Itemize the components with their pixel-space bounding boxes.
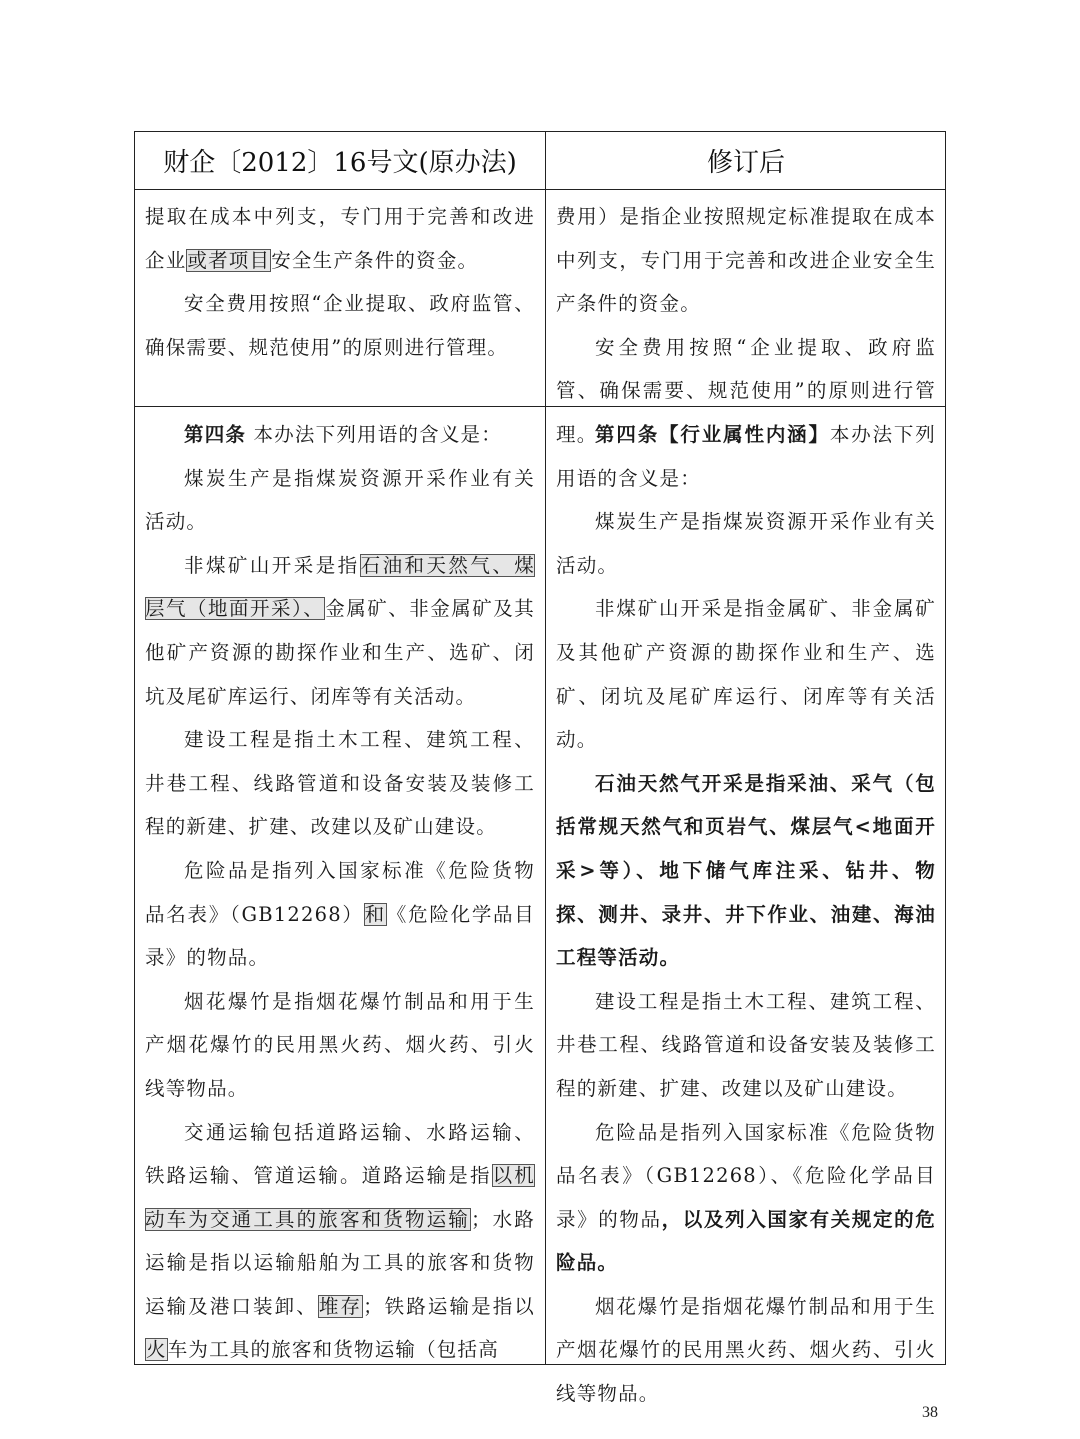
revised-petroleum-definition: 石油天然气开采是指采油、采气（包括常规天然气和页岩气、煤层气<地面开采>等）、地下储气库注采、钻井、物探、测井、录井、井下作业、油建、海油工程等活动。 [556, 771, 936, 970]
article-number: 第四条 [184, 423, 247, 446]
text-segment: 金属矿、非金属矿及其他矿产资源的勘探作业和生产、选矿、闭坑及尾矿库运行、闭库等有关活动。 [145, 597, 535, 708]
row1-revised-paragraph-2: 安全费用按照“企业提取、政府监管、确保需要、规范使用”的原则进行管理。 [556, 335, 936, 446]
original-noncoal-definition [145, 544, 535, 718]
text-segment: 安全生产条件的资金。 [271, 248, 479, 272]
revised-noncoal-definition: 非煤矿山开采是指金属矿、非金属矿及其他矿产资源的勘探作业和生产、选矿、闭坑及尾矿库运行、闭库等有关活动。 [556, 597, 936, 752]
text-segment: 提取在成本中列支，专门用于完善和改进企业 [145, 205, 535, 272]
article-number: 第四条【行业属性内涵】 [595, 423, 830, 446]
text-segment: 交通运输包括道路运输、水路运输、铁路运输、管道运输。道路运输是指 [145, 1120, 535, 1188]
revised-fireworks-definition: 烟花爆竹是指烟花爆竹制品和用于生产烟花爆竹的民用黑火药、烟火药、引火线等物品。 [556, 1294, 936, 1406]
original-fireworks-definition: 烟花爆竹是指烟花爆竹制品和用于生产烟花爆竹的民用黑火药、烟火药、引火线等物品。 [145, 989, 535, 1100]
row1-original-paragraph-2: 安全费用按照“企业提取、政府监管、确保需要、规范使用”的原则进行管理。 [145, 292, 535, 359]
row1-original-paragraph-1 [145, 195, 535, 282]
original-hazard-definition [145, 849, 535, 980]
row2-original-cell [135, 413, 545, 1363]
text-segment: 非煤矿山开采是指 [184, 553, 360, 577]
highlighted-deleted-text: 或者项目 [187, 248, 271, 272]
original-transport-definition [145, 1111, 535, 1373]
revised-hazard-definition [556, 1111, 936, 1285]
row1-original-cell [135, 195, 545, 405]
revised-coal-definition: 煤炭生产是指煤炭资源开采作业有关活动。 [556, 510, 936, 577]
text-segment: 本办法下列用语的含义是： [253, 423, 502, 446]
highlighted-deleted-text: 石油和天然气、煤层气（地面开采）、 [145, 553, 535, 621]
text-segment: ；铁路运输是指以 [363, 1294, 535, 1318]
article-4-revised-title [556, 413, 936, 500]
comparison-table [134, 131, 946, 1406]
text-segment: 危险品是指列入国家标准《危险货物品名表》（GB12268）、《危险化学品目录》的物品 [556, 1120, 936, 1231]
text-segment: 车为工具的旅客和货物运输（包括高 [167, 1338, 499, 1362]
header-divider [135, 189, 945, 190]
article-4-original-title [145, 413, 535, 457]
highlighted-deleted-text: 和 [364, 902, 386, 926]
header-original: 财企〔2012〕16号文(原办法) [163, 148, 517, 178]
highlighted-deleted-text: 堆存 [318, 1294, 363, 1318]
original-coal-definition: 煤炭生产是指煤炭资源开采作业有关活动。 [145, 466, 535, 534]
header-revised: 修订后 [706, 148, 785, 178]
text-segment: ；水路运输是指以运输船舶为工具的旅客和货物运输及港口装卸、 [145, 1207, 535, 1318]
highlighted-deleted-text: 以机动车为交通工具的旅客和货物运输 [145, 1164, 536, 1231]
text-segment: 《危险化学品目录》的物品。 [145, 902, 535, 970]
row2-revised-cell [546, 413, 946, 1406]
page-number: 38 [922, 1404, 938, 1421]
original-construction-definition: 建设工程是指土木工程、建筑工程、井巷工程、线路管道和设备安装及装修工程的新建、扩建、改建以及矿山建设。 [145, 728, 535, 839]
row1-revised-paragraph-1: 费用）是指企业按照规定标准提取在成本中列支，专门用于完善和改进企业安全生产条件的资金。 [556, 205, 936, 316]
revised-construction-definition: 建设工程是指土木工程、建筑工程、井巷工程、线路管道和设备安装及装修工程的新建、扩建、改建以及矿山建设。 [556, 989, 936, 1100]
text-segment: 危险品是指列入国家标准《危险货物品名表》（GB12268） [145, 858, 535, 926]
highlighted-deleted-text: 火 [146, 1338, 167, 1362]
added-text: ，以及列入国家有关规定的危险品。 [556, 1207, 936, 1275]
text-segment: 本办法下列用语的含义是： [556, 423, 936, 490]
